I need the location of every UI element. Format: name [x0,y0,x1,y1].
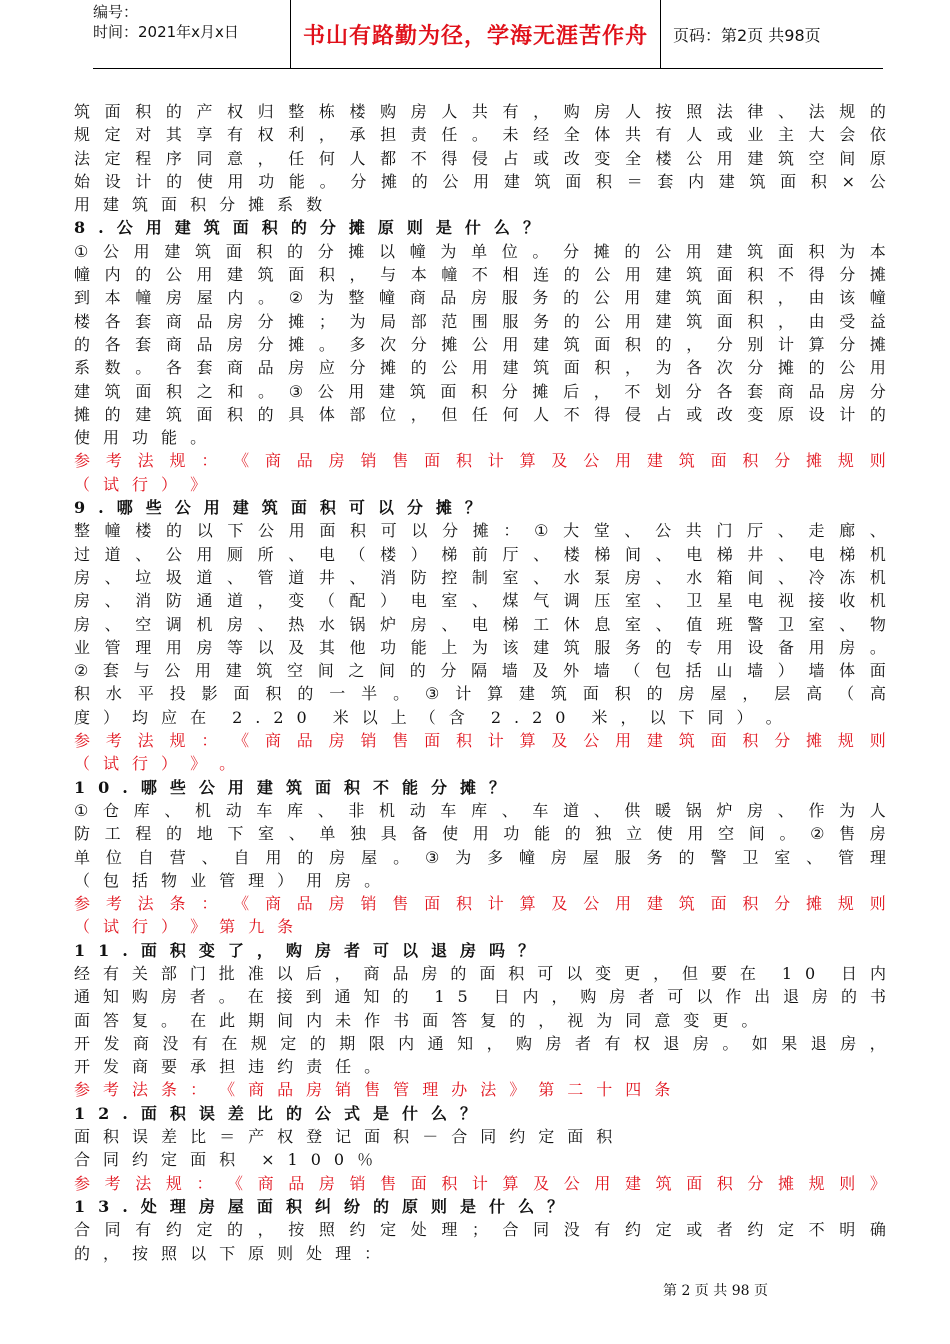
reference-line: 参 考 法 条 ： 《 商 品 房 销 售 管 理 办 法 》 第 二 十 四 条 [74,1080,671,1100]
body-line: 到 本 幢 房 屋 内 。 ② 为 整 幢 商 品 房 服 务 的 公 用 建 筑 面 积 ， 由 该 幢 [74,288,886,308]
reference-line: （ 试 行 ） 》 [74,474,207,494]
reference-line: （ 试 行 ） 》 。 [74,754,236,774]
body-line: 用 建 筑 面 积 分 摊 系 数 [74,195,323,215]
body-line: ① 仓 库 、 机 动 车 库 、 非 机 动 车 库 、 车 道 、 供 暖 锅 炉 房 、 作 为 人 [74,800,886,820]
reference-line: 参 考 法 规 ： 《 商 品 房 销 售 面 积 计 算 及 公 用 建 筑 面 积 分 摊 规 则 》 [74,1173,886,1193]
body-line: 幢 内 的 公 用 建 筑 面 积 ， 与 本 幢 不 相 连 的 公 用 建 筑 面 积 不 得 分 摊 [74,265,886,285]
body-line: 开 发 商 没 有 在 规 定 的 期 限 内 通 知 ， 购 房 者 有 权 退 房 。 如 果 退 房 ， [74,1033,886,1053]
body-line: 始 设 计 的 使 用 功 能 。 分 摊 的 公 用 建 筑 面 积 ＝ 套 内 建 筑 面 积 × 公 [74,171,886,191]
body-line: 单 位 自 营 、 自 用 的 房 屋 。 ③ 为 多 幢 房 屋 服 务 的 警 卫 室 、 管 理 [74,847,886,867]
body-line: 合 同 有 约 定 的 ， 按 照 约 定 处 理 ； 合 同 没 有 约 定 或 者 约 定 不 明 确 [74,1220,886,1240]
body-line: 面 积 误 差 比 ＝ 产 权 登 记 面 积 － 合 同 约 定 面 积 [74,1127,613,1147]
header-page-info: 页码：第2页 共98页 [673,25,821,45]
body-line: 楼 各 套 商 品 房 分 摊 ； 为 局 部 范 围 服 务 的 公 用 建 筑 面 积 ， 由 受 益 [74,311,886,331]
reference-line: 参 考 法 规 ： 《 商 品 房 销 售 面 积 计 算 及 公 用 建 筑 面 积 分 摊 规 则 [74,451,886,471]
body-line: 业 管 理 用 房 等 以 及 其 他 功 能 上 为 该 建 筑 服 务 的 专 用 设 备 用 房 。 [74,637,886,657]
question-heading: 1 0 . 哪 些 公 用 建 筑 面 积 不 能 分 摊 ？ [74,777,506,797]
body-line: 过 道 、 公 用 厕 所 、 电 （ 楼 ） 梯 前 厅 、 楼 梯 间 、 电 梯 井 、 电 梯 机 [74,544,886,564]
header-info [93,0,290,70]
body-line: ② 套 与 公 用 建 筑 空 间 之 间 的 分 隔 墙 及 外 墙 （ 包 括 山 墙 ） 墙 体 面 [74,661,886,681]
body-line: 房 、 空 调 机 房 、 热 水 锅 炉 房 、 电 梯 工 休 息 室 、 值 班 警 卫 室 、 物 [74,614,886,634]
body-line: 筑 面 积 的 产 权 归 整 栋 楼 购 房 人 共 有 ， 购 房 人 按 照 法 律 、 法 规 的 [74,102,886,121]
time-label: 时间：2021年x月x日 [93,23,239,41]
body-line: 经 有 关 部 门 批 准 以 后 ， 商 品 房 的 面 积 可 以 变 更 ， 但 要 在 1 0 日 内 [74,963,886,983]
document-body [74,100,886,1265]
page-header [93,0,883,69]
body-line: 通 知 购 房 者 。 在 接 到 通 知 的 1 5 日 内 ， 购 房 者 可 以 作 出 退 房 的 书 [74,987,886,1007]
reference-line: 参 考 法 条 ： 《 商 品 房 销 售 面 积 计 算 及 公 用 建 筑 面 积 分 摊 规 则 [74,894,886,914]
body-line: 防 工 程 的 地 下 室 、 单 独 具 备 使 用 功 能 的 独 立 使 用 空 间 。 ② 售 房 [74,824,886,844]
question-heading: 8 . 公 用 建 筑 面 积 的 分 摊 原 则 是 什 么 ？ [74,218,539,238]
body-line: 的 各 套 商 品 房 分 摊 。 多 次 分 摊 公 用 建 筑 面 积 的 ， 分 别 计 算 分 摊 [74,334,886,354]
body-line: 度 ） 均 应 在 2 . 2 0 米 以 上 （ 含 2 . 2 0 米 ， 以 下 同 ） 。 [74,707,782,727]
body-line: 积 水 平 投 影 面 积 的 一 半 。 ③ 计 算 建 筑 面 积 的 房 屋 ， 层 高 （ 高 [74,684,886,704]
body-line: （ 包 括 物 业 管 理 ） 用 房 。 [74,870,381,890]
body-line: 使 用 功 能 。 [74,428,207,448]
reference-line: 参 考 法 规 ： 《 商 品 房 销 售 面 积 计 算 及 公 用 建 筑 面 积 分 摊 规 则 [74,731,886,751]
body-line: 面 答 复 。 在 此 期 间 内 未 作 书 面 答 复 的 ， 视 为 同 意 变 更 。 [74,1010,758,1030]
body-line: 房 、 消 防 通 道 ， 变 （ 配 ） 电 室 、 煤 气 调 压 室 、 卫 星 电 视 接 收 机 [74,591,886,611]
body-line: 系 数 。 各 套 商 品 房 应 分 摊 的 公 用 建 筑 面 积 ， 为 各 次 分 摊 的 公 用 [74,358,886,378]
body-line: 建 筑 面 积 之 和 。 ③ 公 用 建 筑 面 积 分 摊 后 ， 不 划 分 各 套 商 品 房 分 [74,381,886,401]
reference-line: （ 试 行 ） 》 第 九 条 [74,917,294,937]
body-line: 合 同 约 定 面 积 × 1 0 0 ％ [74,1150,374,1170]
body-line: ① 公 用 建 筑 面 积 的 分 摊 以 幢 为 单 位 。 分 摊 的 公 用 建 筑 面 积 为 本 [74,241,886,261]
header-motto: 书山有路勤为径，学海无涯苦作舟 [290,0,661,68]
question-heading: 1 2 . 面 积 误 差 比 的 公 式 是 什 么 ？ [74,1103,477,1123]
page-footer: 第 2 页 共 98 页 [663,1283,768,1299]
body-line: 摊 的 建 筑 面 积 的 具 体 部 位 ， 但 任 何 人 不 得 侵 占 或 改 变 原 设 计 的 [74,404,886,424]
question-heading: 9 . 哪 些 公 用 建 筑 面 积 可 以 分 摊 ？ [74,498,481,518]
body-line: 法 定 程 序 同 意 ， 任 何 人 都 不 得 侵 占 或 改 变 全 楼 公 用 建 筑 空 间 原 [74,148,886,168]
question-heading: 1 3 . 处 理 房 屋 面 积 纠 纷 的 原 则 是 什 么 ？ [74,1196,564,1216]
serial-label: 编号： [93,3,139,21]
body-line: 整 幢 楼 的 以 下 公 用 面 积 可 以 分 摊 ： ① 大 堂 、 公 共 门 厅 、 走 廊 、 [74,521,886,541]
body-line: 规 定 对 其 享 有 权 利 ， 承 担 责 任 。 未 经 全 体 共 有 人 或 业 主 大 会 依 [74,125,886,145]
body-line: 房 、 垃 圾 道 、 管 道 井 、 消 防 控 制 室 、 水 泵 房 、 水 箱 间 、 冷 冻 机 [74,567,886,587]
body-line: 开 发 商 要 承 担 违 约 责 任 。 [74,1057,381,1077]
body-line: 的 ， 按 照 以 下 原 则 处 理 ： [74,1243,381,1263]
question-heading: 1 1 . 面 积 变 了 ， 购 房 者 可 以 退 房 吗 ？ [74,940,535,960]
